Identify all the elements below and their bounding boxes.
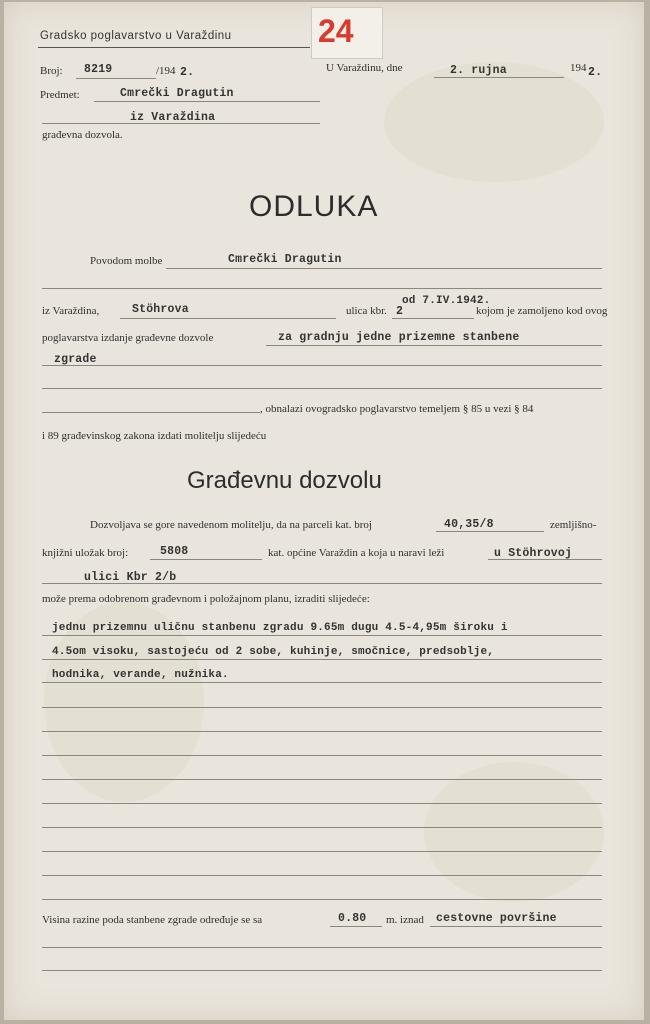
blank-line — [42, 851, 602, 852]
header-rule — [38, 47, 310, 48]
parcel-number: 40,35/8 — [444, 518, 494, 531]
ulica-label: ulica kbr. — [346, 305, 387, 317]
katopcine-text: kat. općine Varaždin a koja u naravi leži — [268, 547, 445, 559]
place-date-label: U Varaždinu, dne — [326, 62, 403, 74]
description-underline1 — [42, 635, 602, 636]
date-line — [434, 77, 564, 78]
description-underline2 — [42, 659, 602, 660]
description-line1: jednu prizemnu uličnu stanbenu zgradu 9.65m dugu 4.5-4,95m široku i — [52, 622, 508, 634]
organization-name: Gradsko poglavarstvo u Varaždinu — [40, 30, 232, 42]
iz-label: iz Varaždina, — [42, 305, 100, 317]
location-underline1 — [488, 559, 602, 560]
blank-line — [42, 970, 602, 971]
broj-value: 8219 — [84, 63, 113, 76]
obnalazi-text: , obnalazi ovogradsko poglavarstvo temeljem § 85 u vezi § 84 — [260, 403, 534, 415]
predmet-line2: iz Varaždina — [130, 111, 216, 124]
blank-line — [42, 899, 602, 900]
blank-line — [42, 803, 602, 804]
height-value: 0.80 — [338, 912, 367, 925]
blank-line — [42, 779, 602, 780]
purpose-underline1 — [266, 345, 602, 346]
document-page — [4, 2, 644, 1020]
house-number: 2 — [396, 305, 404, 318]
blank-line — [42, 875, 602, 876]
moze-text: može prema odobrenom građevnom i položajnom planu, izraditi slijedeće: — [42, 593, 370, 605]
date-year-prefix: 194 — [570, 62, 587, 74]
height-line — [330, 926, 382, 927]
povodom-label: Povodom molbe — [90, 255, 163, 267]
broj-label: Broj: — [40, 65, 63, 77]
blank-line — [42, 827, 602, 828]
visina-text: Visina razine poda stanbene zgrade određuje se sa — [42, 914, 263, 926]
decision-title: ODLUKA — [249, 190, 379, 223]
date-value: 2. rujna — [450, 64, 507, 77]
request-date-line — [392, 318, 474, 319]
poglavarstva-text: poglavarstva izdanje građevne dozvole — [42, 332, 214, 344]
purpose-line1: za gradnju jedne prizemne stanbene — [278, 331, 520, 344]
location-line1: u Stöhrovoj — [494, 547, 573, 560]
description-underline3 — [42, 682, 602, 683]
parcel-line — [436, 531, 544, 532]
request-date: od 7.IV.1942. — [402, 295, 491, 307]
predmet-underline2 — [42, 123, 320, 124]
iznad-text: m. iznad — [386, 914, 424, 926]
description-line3: hodnika, verande, nužnika. — [52, 669, 229, 681]
street-name: Stöhrova — [132, 303, 189, 316]
predmet-label: Predmet: — [40, 89, 80, 101]
blank-line — [42, 707, 602, 708]
purpose-underline2 — [42, 365, 602, 366]
blank-short-line — [42, 412, 260, 413]
blank-line — [42, 755, 602, 756]
blank-line — [42, 947, 602, 948]
predmet-line3: građevna dozvola. — [42, 129, 123, 141]
street-line — [120, 318, 336, 319]
kojom-text: kojom je zamoljeno kod ovog — [476, 305, 608, 317]
stamp-box — [311, 7, 383, 59]
purpose-line2: zgrade — [54, 353, 97, 366]
date-year-suffix: 2. — [588, 66, 603, 79]
predmet-underline1 — [94, 101, 320, 102]
applicant-name: Cmrečki Dragutin — [228, 253, 342, 266]
reference-line — [430, 926, 602, 927]
ulozak-number: 5808 — [160, 545, 189, 558]
zk-suffix: zemljišno- — [550, 519, 597, 531]
broj-line — [76, 78, 156, 79]
stamp-number: 24 — [318, 13, 354, 49]
broj-year-prefix: /194 — [156, 65, 176, 77]
predmet-line1: Cmrečki Dragutin — [120, 87, 234, 100]
blank-line — [42, 731, 602, 732]
permit-title: Građevnu dozvolu — [187, 467, 382, 494]
location-line2: ulici Kbr 2/b — [84, 571, 177, 584]
location-underline2 — [42, 583, 602, 584]
zakon-text: i 89 građevinskog zakona izdati molitelju slijedeću — [42, 430, 267, 442]
blank-line — [42, 288, 602, 289]
paper-stain — [384, 62, 604, 182]
applicant-line — [166, 268, 602, 269]
knjizni-text: knjižni uložak broj: — [42, 547, 129, 559]
height-reference: cestovne površine — [436, 912, 557, 925]
broj-year-suffix: 2. — [180, 66, 195, 79]
dozvoljava-text: Dozvoljava se gore navedenom molitelju, da na parceli kat. broj — [90, 519, 372, 531]
blank-line — [42, 388, 602, 389]
description-line2: 4.5om visoku, sastojeću od 2 sobe, kuhinje, smočnice, predsoblje, — [52, 646, 495, 658]
paper-stain — [424, 762, 604, 902]
ulozak-line — [150, 559, 262, 560]
